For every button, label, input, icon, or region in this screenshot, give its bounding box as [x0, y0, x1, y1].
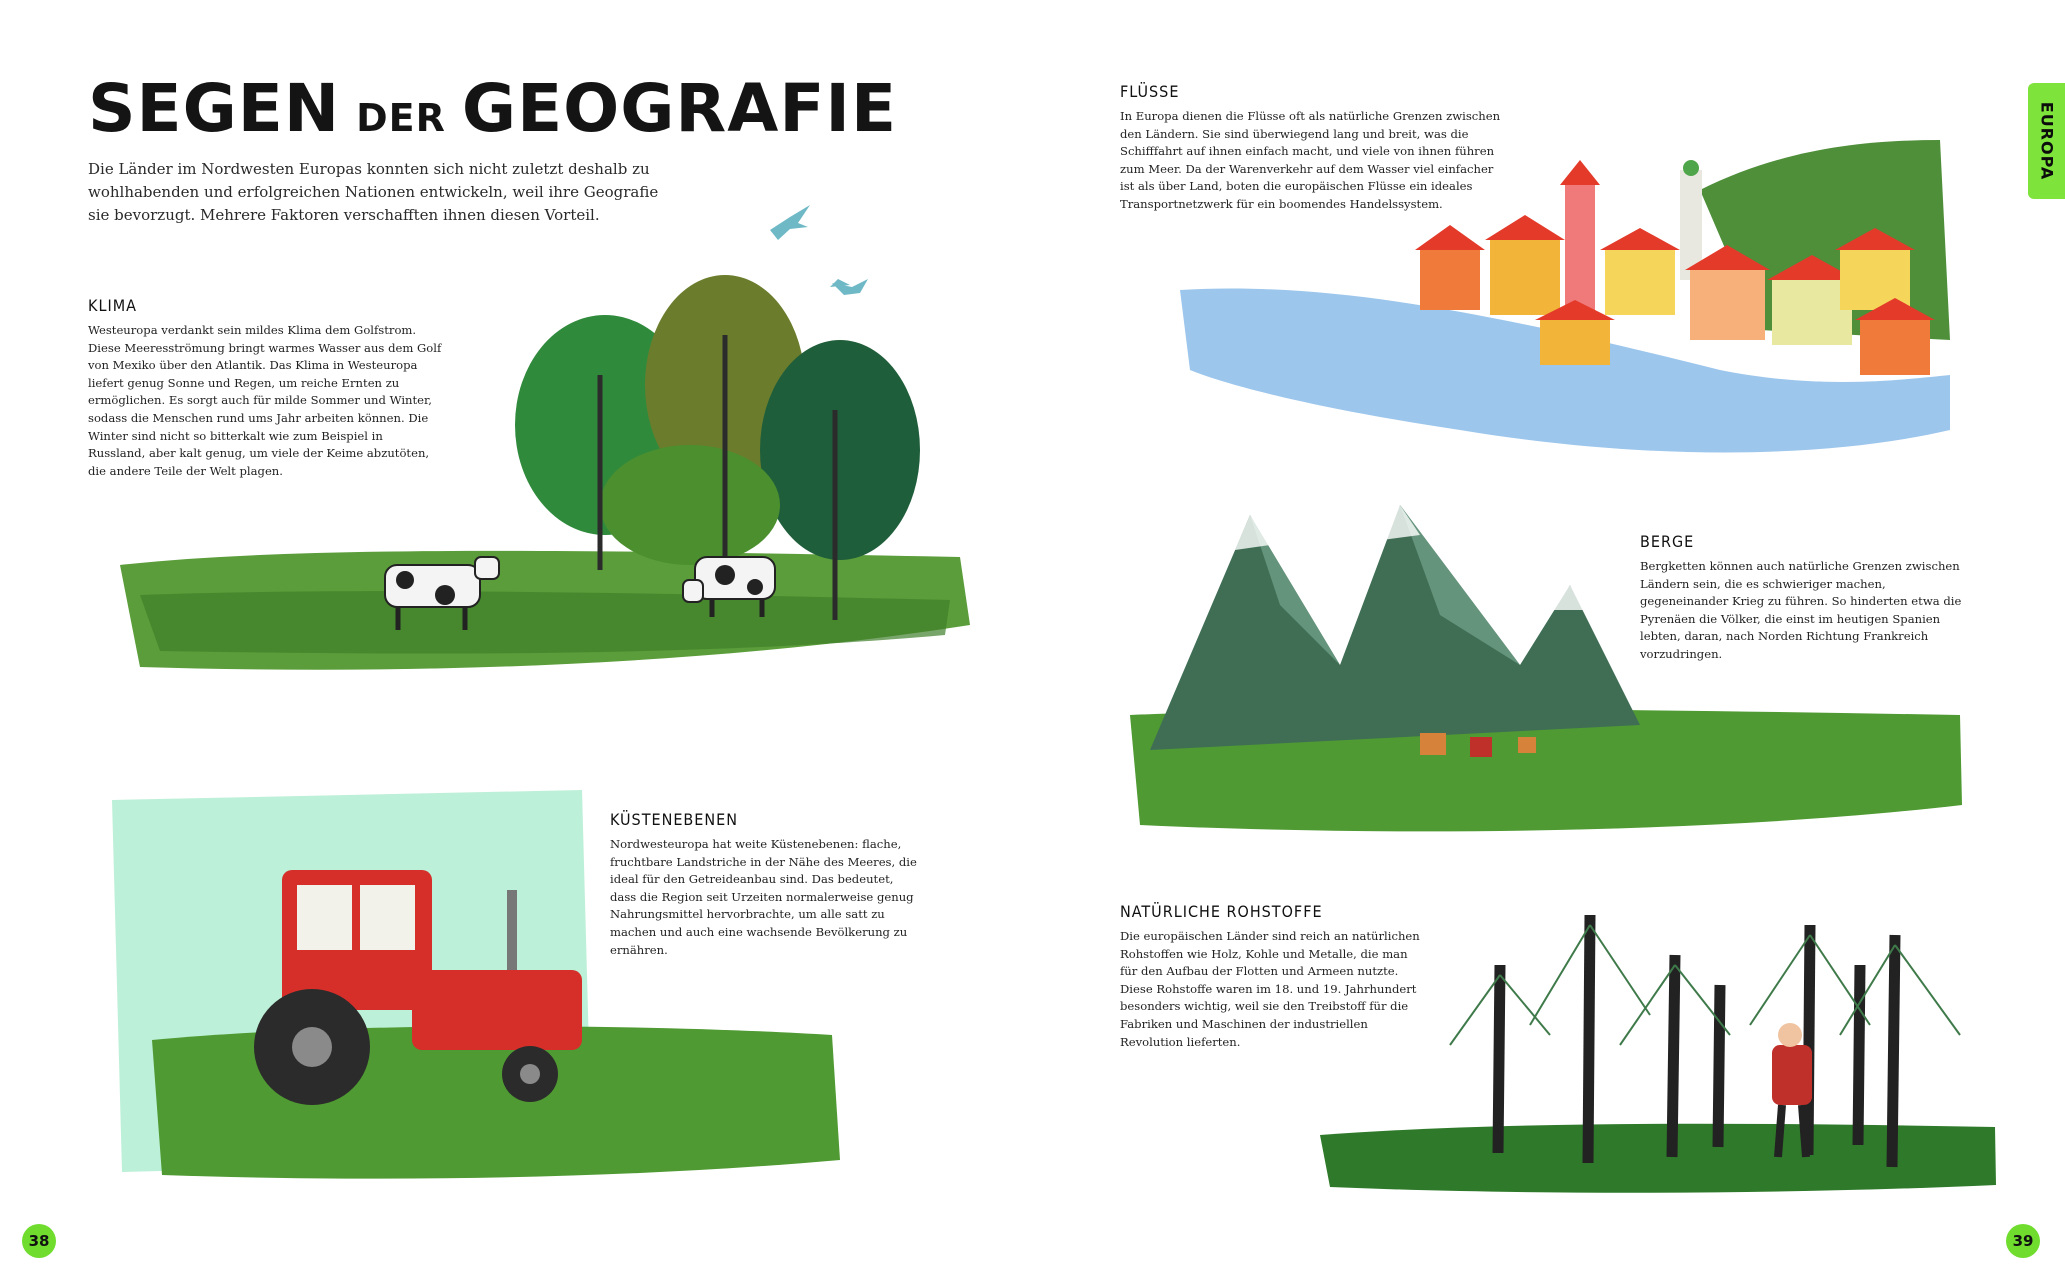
title-part-der: DER [356, 96, 446, 140]
intro-text: Die Länder im Nordwesten Europas konnten sich nicht zuletzt deshalb zu wohlhabenden und erfolgreichen Nationen entwickeln, weil ihre Geografie sie bevorzugt. Mehrere Faktoren verschafften ihnen diesen Vorteil. [88, 160, 659, 224]
title-part-segen: SEGEN [88, 70, 341, 147]
page-title [88, 70, 897, 147]
rohstoffe-heading: NATÜRLICHE ROHSTOFFE [1120, 902, 1323, 921]
fluesse-heading: FLÜSSE [1120, 82, 1180, 101]
europa-section-tab [2028, 83, 2065, 199]
fluesse-text: In Europa dienen die Flüsse oft als natürliche Grenzen zwischen den Ländern. Sie sind überwiegend lang und breit, was die Schifffahrt auf ihnen einfach macht, und viele von ihnen führen zum Meer. Da der Warenverkehr auf dem Wasser viel einfacher ist als über Land, boten die europäischen Flüsse ein ideales Transportnetzwerk für ein boomendes Handelssystem. [1120, 109, 1501, 211]
berge-text: Bergketten können auch natürliche Grenzen zwischen Ländern sein, die es schwieriger machen, gegeneinander Krieg zu führen. So hinderten etwa die Pyrenäen die Völker, die einst im heutigen Spanien lebten, daran, nach Norden Richtung Frankreich vorzudringen. [1640, 559, 1962, 661]
mountains-illustration [1120, 505, 1970, 840]
rohstoffe-text: Die europäischen Länder sind reich an natürlichen Rohstoffen wie Holz, Kohle und Metalle, die man für den Aufbau der Flotten und Armeen nutzte. Diese Rohstoffe waren im 18. und 19. Jahrhundert besonders wichtig, weil sie den Treibstoff für die Fabriken und Maschinen der industriellen Revolution lieferten. [1120, 929, 1420, 1049]
berge-heading: BERGE [1640, 532, 1695, 551]
page-number-right: 39 [2006, 1224, 2040, 1258]
river-town-illustration [1160, 130, 1960, 470]
title-part-geografie: GEOGRAFIE [461, 70, 898, 147]
forest-lumberjack-illustration [1320, 895, 2000, 1195]
bird-illustration [760, 195, 900, 310]
klima-heading: KLIMA [88, 296, 137, 315]
kuestenebenen-text: Nordwesteuropa hat weite Küstenebenen: flache, fruchtbare Landstriche in der Nähe des Meeres, die ideal für den Getreideanbau sind. Das bedeutet, dass die Region seit Urzeiten normalerweise genug Nahrungsmittel hervorbrachte, um alle satt zu machen und auch eine wachsende Bevölkerung zu ernähren. [610, 837, 917, 957]
europa-tab-label: EUROPA [2037, 101, 2056, 181]
klima-text: Westeuropa verdankt sein mildes Klima dem Golfstrom. Diese Meeresströmung bringt warmes Wasser aus dem Golf von Mexiko über den Atlantik. Das Klima in Westeuropa liefert genug Sonne und Regen, um reiche Ernten zu ermöglichen. Es sorgt auch für milde Sommer und Winter, sodass die Menschen rund ums Jahr arbeiten können. Die Winter sind nicht so bitterkalt wie zum Beispiel in Russland, aber kalt genug, um viele der Keime abzutöten, die andere Teile der Welt plagen. [88, 323, 442, 478]
page-number-left: 38 [22, 1224, 56, 1258]
kuestenebenen-heading: KÜSTENEBENEN [610, 810, 739, 829]
